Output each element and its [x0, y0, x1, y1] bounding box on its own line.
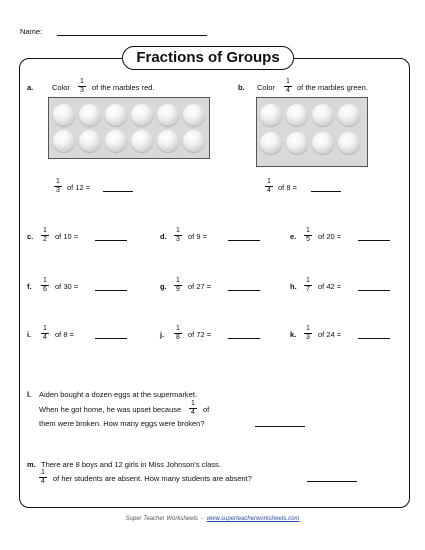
- answer-line[interactable]: [228, 338, 260, 339]
- fraction-denominator: 8: [176, 334, 180, 341]
- problem-b-answer-line[interactable]: [311, 191, 341, 192]
- problem-fraction: [303, 277, 313, 294]
- fraction-numerator: 1: [306, 325, 310, 332]
- fraction-numerator: 1: [306, 227, 310, 234]
- marble[interactable]: [260, 104, 282, 126]
- marble[interactable]: [157, 104, 179, 126]
- problem-a-fraction: [77, 78, 87, 95]
- marble[interactable]: [338, 104, 360, 126]
- answer-line[interactable]: [358, 290, 390, 291]
- problem-letter: k.: [290, 330, 297, 339]
- fraction-denominator: 3: [56, 187, 60, 194]
- problem-b-text-post: of the marbles green.: [297, 83, 368, 92]
- problem-m-answer-line[interactable]: [307, 481, 357, 482]
- problem-fraction: [40, 227, 50, 244]
- problem-fraction: [40, 325, 50, 342]
- fraction-numerator: 1: [176, 227, 180, 234]
- problem-a-text-post: of the marbles red.: [92, 83, 155, 92]
- marble[interactable]: [183, 130, 205, 152]
- fraction-denominator: 4: [191, 409, 195, 416]
- problem-letter: c.: [27, 232, 34, 241]
- problem-text: of 72 =: [188, 330, 212, 339]
- fraction-denominator: 3: [176, 236, 180, 243]
- fraction-numerator: 1: [43, 277, 47, 284]
- problem-m-line2: of her students are absent. How many students are absent?: [53, 474, 252, 483]
- problem-text: of 10 =: [55, 232, 79, 241]
- footer-site-name: Super Teacher Worksheets: [125, 516, 199, 522]
- fraction-numerator: 1: [43, 227, 47, 234]
- problem-b-letter: b.: [238, 83, 245, 92]
- fraction-denominator: 3: [306, 334, 310, 341]
- problem-letter: d.: [160, 232, 167, 241]
- marble[interactable]: [286, 132, 308, 154]
- problem-fraction: [173, 277, 183, 294]
- answer-line[interactable]: [358, 240, 390, 241]
- marble[interactable]: [53, 104, 75, 126]
- problem-l-letter: l.: [27, 390, 32, 399]
- marble[interactable]: [131, 130, 153, 152]
- problem-l-answer-line[interactable]: [255, 426, 305, 427]
- problem-letter: j.: [160, 330, 165, 339]
- fraction-numerator: 1: [176, 277, 180, 284]
- footer-separator: -: [201, 516, 204, 522]
- fraction-denominator: 9: [176, 286, 180, 293]
- problem-a-text-pre: Color: [52, 83, 70, 92]
- problem-text: of 20 =: [318, 232, 342, 241]
- answer-line[interactable]: [95, 240, 127, 241]
- fraction-numerator: 1: [43, 325, 47, 332]
- problem-fraction: [173, 227, 183, 244]
- fraction-numerator: 1: [80, 78, 84, 85]
- fraction-numerator: 1: [56, 178, 60, 185]
- marble[interactable]: [53, 130, 75, 152]
- fraction-denominator: 7: [306, 286, 310, 293]
- problem-fraction: [303, 325, 313, 342]
- page-title: Fractions of Groups: [122, 46, 294, 70]
- marble[interactable]: [183, 104, 205, 126]
- problem-letter: e.: [290, 232, 297, 241]
- footer: [0, 516, 425, 522]
- problem-a-eq-fraction: [53, 178, 63, 195]
- marble[interactable]: [105, 104, 127, 126]
- problem-b-eq-text: of 8 =: [278, 183, 297, 192]
- footer-link[interactable]: www.superteacherworksheets.com: [206, 516, 300, 522]
- marble[interactable]: [312, 132, 334, 154]
- fraction-denominator: 4: [43, 334, 47, 341]
- problem-a-letter: a.: [27, 83, 34, 92]
- problem-text: of 30 =: [55, 282, 79, 291]
- problem-fraction: [303, 227, 313, 244]
- problem-m-line1: There are 8 boys and 12 girls in Miss Johnson's class.: [41, 460, 221, 469]
- name-label: Name:: [20, 27, 43, 36]
- problem-letter: g.: [160, 282, 167, 291]
- fraction-numerator: 1: [176, 325, 180, 332]
- name-input-line[interactable]: [57, 35, 207, 36]
- marble[interactable]: [312, 104, 334, 126]
- fraction-numerator: 1: [306, 277, 310, 284]
- fraction-denominator: 2: [43, 236, 47, 243]
- fraction-denominator: 5: [306, 236, 310, 243]
- problem-fraction: [40, 277, 50, 294]
- answer-line[interactable]: [228, 240, 260, 241]
- fraction-denominator: 6: [43, 286, 47, 293]
- fraction-numerator: 1: [41, 469, 45, 476]
- problem-text: of 24 =: [318, 330, 342, 339]
- marble[interactable]: [131, 104, 153, 126]
- problem-l-fraction: [188, 400, 198, 417]
- problem-letter: h.: [290, 282, 297, 291]
- fraction-numerator: 1: [191, 400, 195, 407]
- problem-a-eq-text: of 12 =: [67, 183, 91, 192]
- problem-b-fraction: [283, 78, 293, 95]
- answer-line[interactable]: [95, 290, 127, 291]
- problem-letter: f.: [27, 282, 32, 291]
- problem-b-text-pre: Color: [257, 83, 275, 92]
- fraction-denominator: 3: [80, 87, 84, 94]
- problem-text: of 9 =: [188, 232, 207, 241]
- problem-l-line1: Aiden bought a dozen eggs at the supermarket.: [39, 390, 198, 399]
- answer-line[interactable]: [95, 338, 127, 339]
- answer-line[interactable]: [358, 338, 390, 339]
- marble-box-a: [48, 97, 210, 159]
- fraction-denominator: 4: [41, 478, 45, 485]
- problem-letter: i.: [27, 330, 32, 339]
- marble[interactable]: [79, 104, 101, 126]
- marble-box-b: [256, 97, 368, 167]
- marble[interactable]: [79, 130, 101, 152]
- problem-text: of 42 =: [318, 282, 342, 291]
- problem-text: of 8 =: [55, 330, 74, 339]
- fraction-denominator: 4: [286, 87, 290, 94]
- fraction-denominator: 4: [267, 187, 271, 194]
- marble[interactable]: [338, 132, 360, 154]
- problem-m-letter: m.: [27, 460, 36, 469]
- marble[interactable]: [286, 104, 308, 126]
- problem-l-line3: them were broken. How many eggs were broken?: [39, 419, 205, 428]
- problem-m-fraction: [38, 469, 48, 486]
- marble[interactable]: [260, 132, 282, 154]
- problem-b-eq-fraction: [264, 178, 274, 195]
- problem-l-line2b: of: [203, 405, 210, 414]
- problem-fraction: [173, 325, 183, 342]
- answer-line[interactable]: [228, 290, 260, 291]
- marble[interactable]: [105, 130, 127, 152]
- marble[interactable]: [157, 130, 179, 152]
- problem-a-answer-line[interactable]: [103, 191, 133, 192]
- problem-l-line2: When he got home, he was upset because: [39, 405, 182, 414]
- fraction-numerator: 1: [286, 78, 290, 85]
- problem-text: of 27 =: [188, 282, 212, 291]
- fraction-numerator: 1: [267, 178, 271, 185]
